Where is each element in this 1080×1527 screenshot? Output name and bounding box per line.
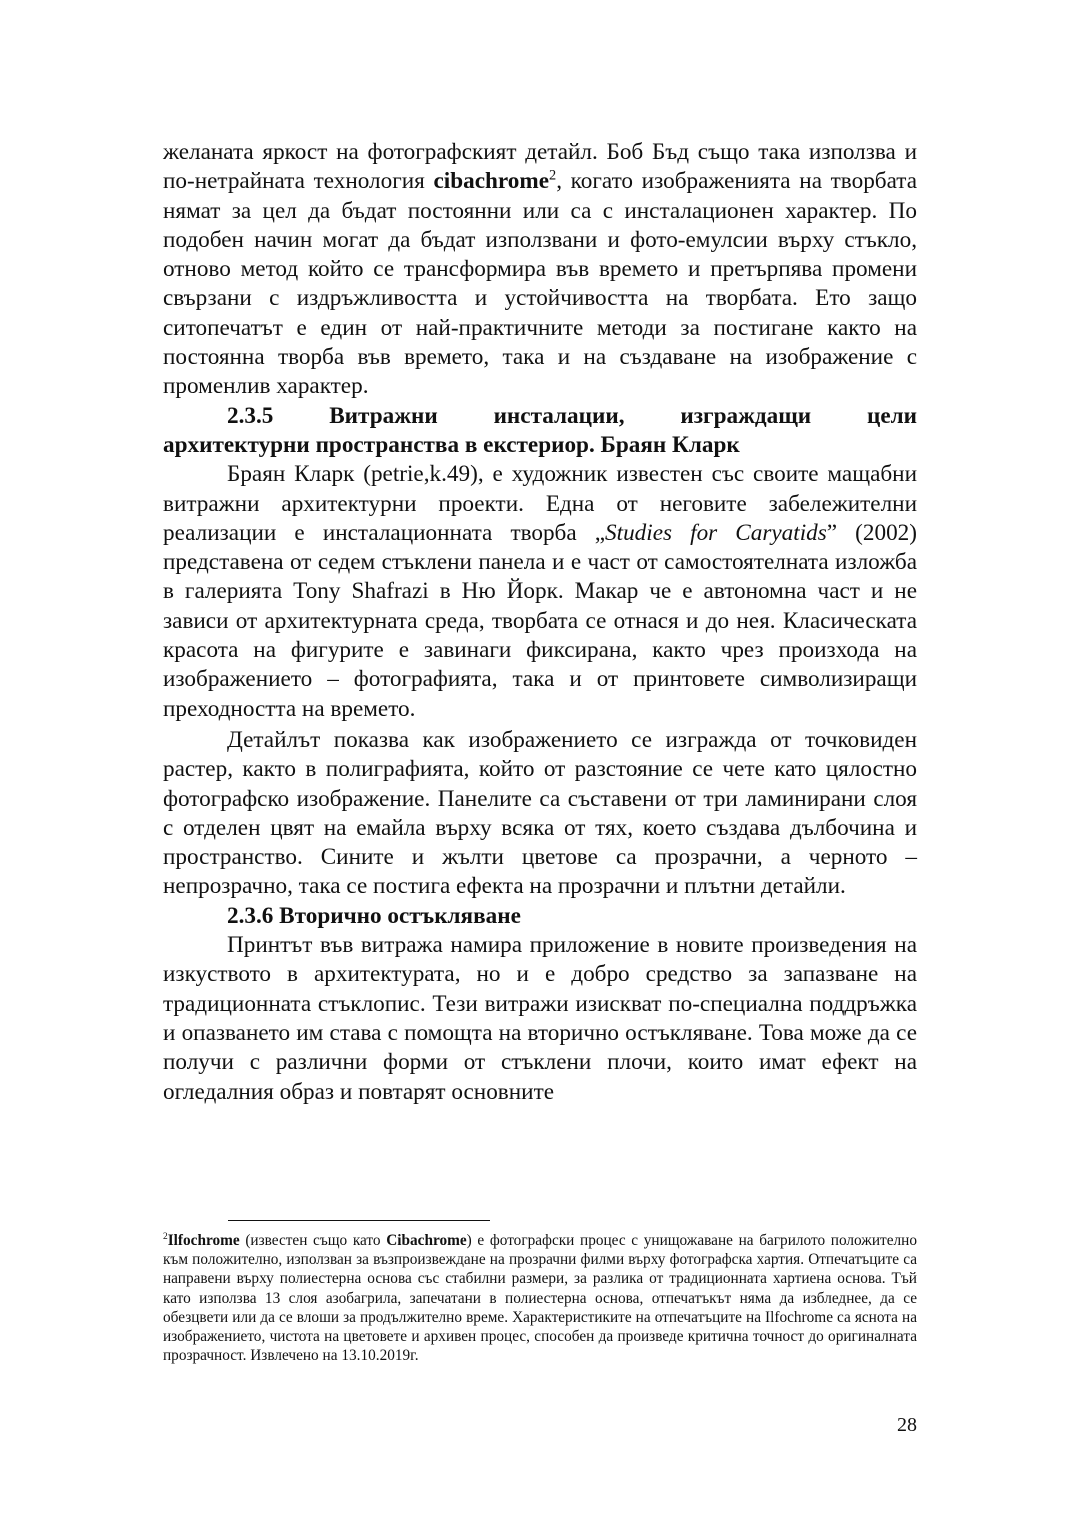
- footnote-number: 2: [163, 1231, 168, 1242]
- paragraph-secondary-glazing: Принтът във витража намира приложение в новите произведения на изкуството в архитектурата, но и е добро средство за запазване на традиционната стъклопис. Тези витражи изискват по-специална поддръжка и опазването им става с помощта на вторично остъкляване. Това може да се получи с различни форми от стъклени плочи, които имат ефект на огледалния образ и повтарят основните: [163, 932, 917, 1105]
- page-content: [163, 138, 917, 1107]
- section-heading-line-2: архитектурни пространства в екстериор. Браян Кларк: [163, 431, 740, 458]
- paragraph-text: , когато изображенията на творбата нямат за цел да бъдат постоянни или са с инсталационен характер. По подобен начин могат да бъдат използвани и фото-емулсии върху стъкло, отново метод който се трансформира във времето и претърпява промени свързани с издръжливостта и устойчивостта на творбата. Ето защо ситопечатът е един от най-практичните методи за постигане както на постоянна творба във времето, така и на създаване на изображение с променлив характер.: [163, 168, 917, 400]
- paragraph-detail: Детайлът показва как изображението се изгражда от точковиден растер, както в полиграфията, който от разстояние се чете като цялостно фотографско изображение. Панелите са съставени от три ламинирани слоя с отделен цвят на емайла върху всяка от тях, което създава дълбочина и пространство. Сините и жълти цветове са прозрачни, а черното – непрозрачно, така се постига ефекта на прозрачни и плътни детайли.: [163, 726, 917, 900]
- paragraph-intro: [163, 138, 917, 402]
- paragraph-brian-clarke: [163, 460, 917, 724]
- section-heading-2-3-6: 2.3.6 Вторично остъкляване: [227, 902, 521, 929]
- italic-title-studies-for-caryatids: Studies for Caryatids: [605, 519, 827, 546]
- footnote-text: ) е фотографски процес с унищожаване на багрилото положително към положително, използван за възпроизвеждане на прозрачни филми върху фотографска хартия. Отпечатъците са направени върху полиестерна основа със стабилни размери, за разлика от традиционната хартиена основа. Тъй като използва 13 слоя азобагрила, запечатани в полиестерна основа, отпечатъкът няма да избледнее, да се обезцвети или да се влоши за продължително време. Характеристиките на отпечатъците на Ilfochrome са яснота на изображението, чистота на цветовете и архивен процес, способен да произведе критична точност до оригиналната прозрачност. Извлечено на 13.10.2019г.: [163, 1232, 917, 1365]
- bold-term-cibachrome: cibachrome: [433, 168, 549, 195]
- footnote-term-cibachrome: Cibachrome: [386, 1232, 467, 1249]
- section-heading-2-3-5: [163, 402, 917, 461]
- paragraph-text: ” (2002) представена от седем стъклени панела и е част от самостоятелната изложба в галерията Tony Shafrazi в Ню Йорк. Макар че е автономна част и не зависи от архитектурната среда, творбата се отнася и до нея. Класическата красота на фигурите е завинаги фиксирана, както чрез произхода на изображението – фотографията, така и от принтовете символизиращи преходността на времето.: [163, 519, 917, 722]
- paragraph-text: желаната яркост на фотографският детайл. Боб Бъд също така използва и по-нетрайната технология: [163, 139, 917, 195]
- footnote-separator: [228, 1220, 490, 1221]
- footnote-2: [163, 1231, 917, 1365]
- section-heading-line-1: 2.3.5 Витражни инсталации, изграждащи цели: [227, 402, 917, 429]
- page-number: 28: [897, 1414, 917, 1436]
- footnote-term-ilfochrome: Ilfochrome: [167, 1232, 240, 1249]
- paragraph-text: Браян Кларк (petrie,k.49), е художник известен със своите мащабни витражни архитектурни проекти. Една от неговите забележителни реализации е инсталационната творба „: [163, 461, 917, 546]
- footnote-reference-number[interactable]: 2: [549, 167, 557, 184]
- footnote-text: (известен също като: [239, 1232, 387, 1249]
